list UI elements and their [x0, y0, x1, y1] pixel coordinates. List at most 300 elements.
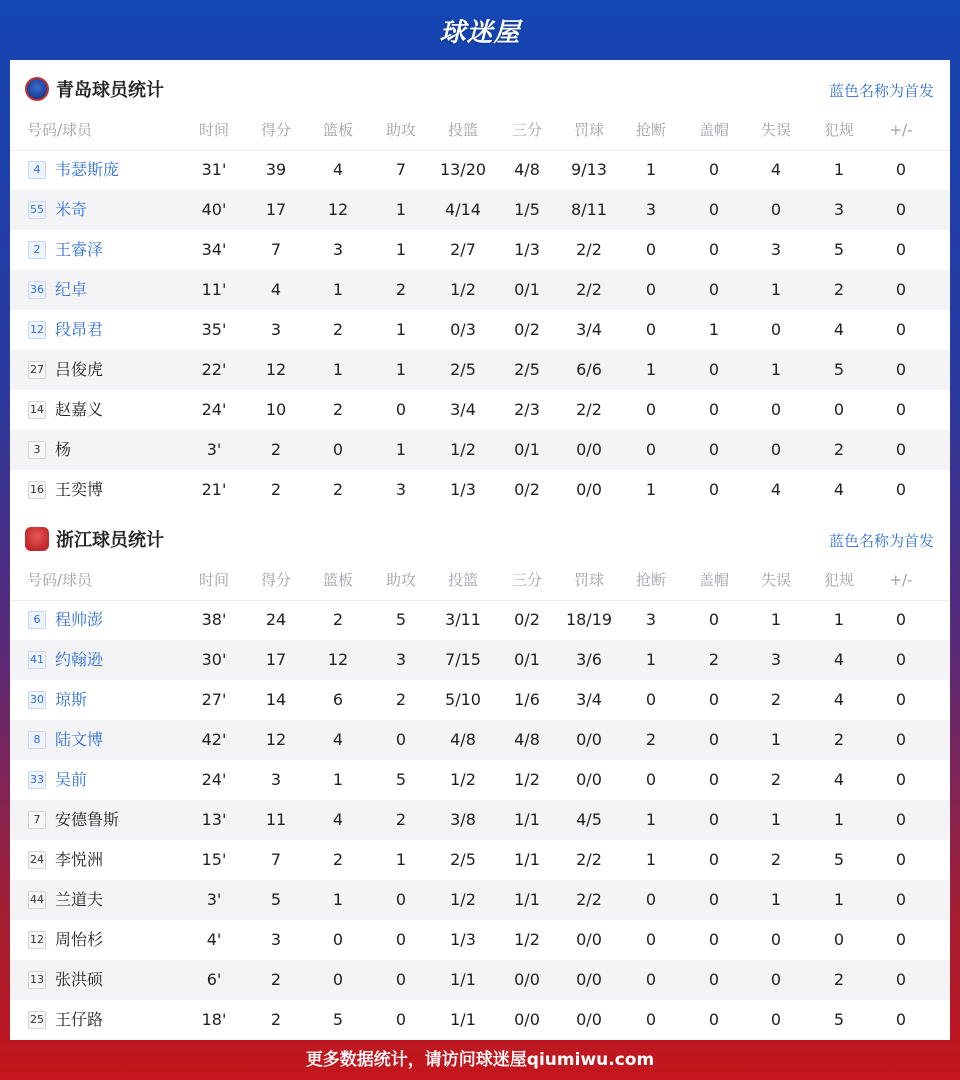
stat-cell: 3/8 [450, 810, 476, 829]
player-name[interactable]: 李悦洲 [55, 850, 104, 869]
stat-cell: 0 [833, 930, 845, 949]
stat-cell: 4 [833, 480, 845, 499]
stat-cell: 0 [708, 890, 720, 909]
player-row[interactable] [10, 190, 950, 230]
stat-cell: 2 [770, 770, 782, 789]
stat-cell: 6' [206, 970, 222, 989]
stat-cell: 3 [645, 200, 657, 219]
stat-cell: 34' [201, 240, 227, 259]
stat-cell: 5 [833, 240, 845, 259]
player-name[interactable]: 程帅澎 [55, 610, 104, 629]
starter-legend-note: 蓝色名称为首发 [828, 82, 934, 100]
column-header: 投篮 [447, 571, 478, 589]
stat-cell: 3 [645, 610, 657, 629]
stat-cell: 1/1 [514, 850, 540, 869]
column-header: 三分 [511, 121, 542, 139]
stat-cell: 12 [327, 650, 349, 669]
stat-cell: 1/1 [514, 810, 540, 829]
stat-cell: 10 [265, 400, 287, 419]
stat-cell: 1 [332, 280, 344, 299]
section-header [10, 510, 950, 560]
stat-cell: 0 [895, 690, 907, 709]
stat-cell: 4 [833, 690, 845, 709]
stat-cell: 0 [645, 970, 657, 989]
stat-cell: 6 [332, 690, 344, 709]
stat-cell: 3 [770, 240, 782, 259]
stat-cell: 0 [770, 320, 782, 339]
qingdao-team-logo [25, 77, 49, 101]
jersey-number-badge: 13 [28, 971, 46, 989]
stat-cell: 5 [395, 770, 407, 789]
column-header: 失误 [760, 121, 791, 139]
stat-cell: 2 [332, 400, 344, 419]
stat-cell: 3/4 [576, 320, 602, 339]
player-row[interactable] [10, 720, 950, 760]
jersey-number-badge: 16 [28, 481, 46, 499]
stat-cell: 2 [395, 810, 407, 829]
stat-cell: 2/5 [450, 360, 476, 379]
stat-cell: 0 [895, 200, 907, 219]
stat-cell: 7 [270, 850, 282, 869]
stat-cell: 1 [395, 360, 407, 379]
stat-cell: 0/0 [514, 1010, 540, 1029]
stat-cell: 31' [201, 160, 227, 179]
stat-cell: 1/3 [514, 240, 540, 259]
stat-cell: 0 [895, 360, 907, 379]
stat-cell: 0 [708, 360, 720, 379]
jersey-number-badge: 2 [28, 241, 46, 259]
stat-cell: 1 [645, 480, 657, 499]
column-header: 罚球 [573, 121, 604, 139]
jersey-number-badge: 36 [28, 281, 46, 299]
stat-cell: 5 [395, 610, 407, 629]
stat-cell: 0 [895, 280, 907, 299]
stat-cell: 0 [895, 970, 907, 989]
stat-cell: 2/5 [514, 360, 540, 379]
stat-cell: 2 [332, 610, 344, 629]
stat-cell: 1 [645, 160, 657, 179]
player-name[interactable]: 张洪硕 [55, 970, 104, 989]
stat-cell: 2 [332, 320, 344, 339]
stat-cell: 3/4 [450, 400, 476, 419]
stat-cell: 0 [770, 200, 782, 219]
starter-legend-note: 蓝色名称为首发 [828, 532, 934, 550]
stat-cell: 0 [708, 690, 720, 709]
stat-cell: 1 [395, 200, 407, 219]
stat-cell: 7/15 [445, 650, 481, 669]
stat-cell: 0 [895, 810, 907, 829]
stat-cell: 0/1 [514, 650, 540, 669]
stat-cell: 3 [395, 650, 407, 669]
stat-cell: 2/2 [576, 850, 602, 869]
stat-cell: 1/5 [514, 200, 540, 219]
stat-cell: 1 [833, 610, 845, 629]
column-header: 助攻 [385, 121, 416, 139]
table-header-row [10, 110, 950, 151]
stat-cell: 1/2 [450, 280, 476, 299]
stat-cell: 0 [895, 890, 907, 909]
stat-cell: 0/0 [576, 1010, 602, 1029]
stat-cell: 0 [895, 730, 907, 749]
column-header: 盖帽 [698, 121, 729, 139]
stat-cell: 1 [770, 730, 782, 749]
stat-cell: 0 [770, 400, 782, 419]
jersey-number-badge: 3 [28, 441, 46, 459]
stat-cell: 3' [206, 890, 222, 909]
stat-cell: 3 [770, 650, 782, 669]
player-row[interactable] [10, 150, 950, 190]
stat-cell: 0 [895, 1010, 907, 1029]
stat-cell: 4 [332, 160, 344, 179]
player-row[interactable] [10, 880, 950, 920]
stat-cell: 2 [833, 280, 845, 299]
stat-cell: 1 [770, 280, 782, 299]
player-row[interactable] [10, 430, 950, 470]
stat-cell: 39 [265, 160, 287, 179]
stat-cell: 0 [708, 440, 720, 459]
jersey-number-badge: 14 [28, 401, 46, 419]
stats-panel [10, 60, 950, 1040]
jersey-number-badge: 27 [28, 361, 46, 379]
stat-cell: 0 [645, 440, 657, 459]
stat-cell: 0 [645, 930, 657, 949]
stat-cell: 3/6 [576, 650, 602, 669]
column-header: +/- [889, 121, 913, 139]
stat-cell: 0 [395, 930, 407, 949]
stat-cell: 0/3 [450, 320, 476, 339]
stat-cell: 0 [895, 610, 907, 629]
stat-cell: 1 [770, 360, 782, 379]
stat-cell: 1/2 [450, 440, 476, 459]
stat-cell: 0 [645, 690, 657, 709]
stat-cell: 1/3 [450, 480, 476, 499]
stat-cell: 1/6 [514, 690, 540, 709]
stat-cell: 4 [770, 480, 782, 499]
stat-cell: 17 [265, 200, 287, 219]
player-row[interactable] [10, 800, 950, 840]
stat-cell: 15' [201, 850, 227, 869]
stat-cell: 4/5 [576, 810, 602, 829]
section-header [10, 60, 950, 110]
stat-cell: 0 [395, 1010, 407, 1029]
stat-cell: 2 [395, 280, 407, 299]
player-row[interactable] [10, 600, 950, 640]
stat-cell: 12 [327, 200, 349, 219]
stat-cell: 0 [895, 930, 907, 949]
stat-cell: 0 [645, 1010, 657, 1029]
player-name[interactable]: 安德鲁斯 [55, 810, 120, 829]
stat-cell: 1/2 [514, 930, 540, 949]
stat-cell: 0/0 [576, 480, 602, 499]
stat-cell: 0 [708, 240, 720, 259]
stat-cell: 0 [332, 930, 344, 949]
stat-cell: 3 [270, 320, 282, 339]
column-header: 得分 [260, 571, 291, 589]
stat-cell: 0 [708, 610, 720, 629]
stat-cell: 1/2 [450, 890, 476, 909]
stat-cell: 1 [770, 890, 782, 909]
stat-cell: 5 [833, 1010, 845, 1029]
stat-cell: 40' [201, 200, 227, 219]
column-header: 犯规 [823, 121, 854, 139]
stat-cell: 0 [395, 730, 407, 749]
stat-cell: 3 [270, 930, 282, 949]
stat-cell: 2/2 [576, 400, 602, 419]
player-name[interactable]: 陆文博 [55, 730, 104, 749]
column-header: 犯规 [823, 571, 854, 589]
stat-cell: 2/5 [450, 850, 476, 869]
stat-cell: 1 [395, 320, 407, 339]
column-header: 三分 [511, 571, 542, 589]
player-name[interactable]: 吕俊虎 [55, 360, 104, 379]
player-name[interactable]: 杨 [55, 440, 72, 459]
stat-cell: 5 [833, 850, 845, 869]
jersey-number-badge: 55 [28, 201, 46, 219]
player-row[interactable] [10, 760, 950, 800]
player-row[interactable] [10, 310, 950, 350]
stat-cell: 0 [770, 930, 782, 949]
stat-cell: 38' [201, 610, 227, 629]
stat-cell: 0 [770, 1010, 782, 1029]
stat-cell: 0 [895, 160, 907, 179]
stat-cell: 0 [708, 400, 720, 419]
stat-cell: 5 [270, 890, 282, 909]
stat-cell: 0 [645, 400, 657, 419]
player-name[interactable]: 周怡杉 [55, 930, 104, 949]
stat-cell: 5 [332, 1010, 344, 1029]
stat-cell: 0 [895, 850, 907, 869]
stat-cell: 2 [708, 650, 720, 669]
stat-cell: 3 [395, 480, 407, 499]
stat-cell: 17 [265, 650, 287, 669]
stat-cell: 0 [708, 970, 720, 989]
stat-cell: 2 [770, 690, 782, 709]
stat-cell: 4 [833, 320, 845, 339]
stat-cell: 12 [265, 730, 287, 749]
stat-cell: 3 [332, 240, 344, 259]
stat-cell: 3 [270, 770, 282, 789]
player-name[interactable]: 约翰逊 [55, 650, 104, 669]
stat-cell: 1 [833, 810, 845, 829]
column-header: 篮板 [322, 571, 353, 589]
stat-cell: 2 [270, 1010, 282, 1029]
stat-cell: 0/0 [576, 970, 602, 989]
stat-cell: 0/0 [576, 440, 602, 459]
jersey-number-badge: 33 [28, 771, 46, 789]
column-header: 号码/球员 [27, 571, 93, 589]
stat-cell: 0 [708, 480, 720, 499]
stat-cell: 2 [645, 730, 657, 749]
stat-cell: 18' [201, 1010, 227, 1029]
stat-cell: 1/3 [450, 930, 476, 949]
stat-cell: 42' [201, 730, 227, 749]
stat-cell: 1 [332, 360, 344, 379]
stat-cell: 2/2 [576, 280, 602, 299]
player-name[interactable]: 米奇 [55, 200, 88, 219]
stat-cell: 4 [332, 730, 344, 749]
stat-cell: 4/8 [450, 730, 476, 749]
stat-cell: 0 [645, 770, 657, 789]
stat-cell: 24' [201, 400, 227, 419]
table-header-row [10, 560, 950, 601]
stat-cell: 2 [770, 850, 782, 869]
stat-cell: 2/3 [514, 400, 540, 419]
stat-cell: 2 [833, 730, 845, 749]
stat-cell: 0/1 [514, 440, 540, 459]
team-section [10, 60, 950, 499]
stat-cell: 18/19 [565, 610, 613, 629]
stat-cell: 3/11 [445, 610, 481, 629]
zhejiang-team-logo [25, 527, 49, 551]
stat-cell: 1/2 [514, 770, 540, 789]
stat-cell: 4' [206, 930, 222, 949]
stat-cell: 0/0 [576, 930, 602, 949]
player-name[interactable]: 王仔路 [55, 1010, 104, 1029]
stat-cell: 24' [201, 770, 227, 789]
brand-logo: 球迷屋 [439, 17, 521, 48]
stat-cell: 1/1 [514, 890, 540, 909]
stat-cell: 8/11 [571, 200, 607, 219]
player-name[interactable]: 琼斯 [55, 690, 88, 709]
player-row[interactable] [10, 470, 950, 510]
stat-cell: 0 [395, 400, 407, 419]
stat-cell: 0 [645, 280, 657, 299]
player-row[interactable] [10, 270, 950, 310]
column-header: 盖帽 [698, 571, 729, 589]
player-row[interactable] [10, 230, 950, 270]
stat-cell: 0 [395, 890, 407, 909]
stat-cell: 1 [332, 890, 344, 909]
stat-cell: 0 [708, 280, 720, 299]
stat-cell: 0/0 [576, 730, 602, 749]
stat-cell: 3/4 [576, 690, 602, 709]
stat-cell: 0 [708, 730, 720, 749]
player-name[interactable]: 段昂君 [55, 320, 104, 339]
stat-cell: 0/1 [514, 280, 540, 299]
stat-cell: 13' [201, 810, 227, 829]
stat-cell: 2 [270, 480, 282, 499]
stat-cell: 1 [332, 770, 344, 789]
stat-cell: 1/1 [450, 970, 476, 989]
player-row[interactable] [10, 680, 950, 720]
player-row[interactable] [10, 920, 950, 960]
stat-cell: 1 [645, 850, 657, 869]
stat-cell: 1/2 [450, 770, 476, 789]
player-name[interactable]: 兰道夫 [55, 890, 104, 909]
jersey-number-badge: 4 [28, 161, 46, 179]
player-row[interactable] [10, 390, 950, 430]
player-row[interactable] [10, 1000, 950, 1040]
stat-cell: 0 [395, 970, 407, 989]
column-header: 时间 [198, 571, 229, 589]
stat-cell: 3' [206, 440, 222, 459]
column-header: 抢断 [635, 121, 666, 139]
stat-cell: 0/2 [514, 480, 540, 499]
column-header: 时间 [198, 121, 229, 139]
stat-cell: 4/14 [445, 200, 481, 219]
column-header: 助攻 [385, 571, 416, 589]
stat-cell: 0 [708, 850, 720, 869]
stat-cell: 7 [395, 160, 407, 179]
stat-cell: 13/20 [439, 160, 487, 179]
stat-cell: 1/1 [450, 1010, 476, 1029]
stat-cell: 35' [201, 320, 227, 339]
section-title: 浙江球员统计 [56, 530, 164, 551]
stat-cell: 2 [833, 440, 845, 459]
player-name[interactable]: 吴前 [55, 770, 88, 789]
stat-cell: 0 [708, 770, 720, 789]
column-header: +/- [889, 571, 913, 589]
stat-cell: 0 [332, 440, 344, 459]
stat-cell: 1 [770, 610, 782, 629]
jersey-number-badge: 7 [28, 811, 46, 829]
player-row[interactable] [10, 960, 950, 1000]
stat-cell: 24 [265, 610, 287, 629]
stat-cell: 0 [645, 240, 657, 259]
player-name[interactable]: 纪卓 [55, 280, 88, 299]
footer-link[interactable]: 更多数据统计，请访问球迷屋qiumiwu.com [305, 1050, 655, 1070]
stat-cell: 2/7 [450, 240, 476, 259]
player-name[interactable]: 王奕博 [55, 480, 104, 499]
stat-cell: 0 [708, 160, 720, 179]
stat-cell: 0 [895, 480, 907, 499]
player-row[interactable] [10, 640, 950, 680]
stat-cell: 1 [770, 810, 782, 829]
stat-cell: 4/8 [514, 160, 540, 179]
jersey-number-badge: 44 [28, 891, 46, 909]
stat-cell: 0 [895, 440, 907, 459]
stat-cell: 0 [645, 320, 657, 339]
stat-cell: 2 [270, 440, 282, 459]
jersey-number-badge: 12 [28, 321, 46, 339]
jersey-number-badge: 30 [28, 691, 46, 709]
column-header: 罚球 [573, 571, 604, 589]
player-row[interactable] [10, 350, 950, 390]
stat-cell: 0/2 [514, 320, 540, 339]
stat-cell: 0/0 [576, 770, 602, 789]
stat-cell: 4 [770, 160, 782, 179]
column-header: 抢断 [635, 571, 666, 589]
stat-cell: 3 [833, 200, 845, 219]
player-name[interactable]: 赵嘉义 [55, 400, 104, 419]
stat-cell: 1 [833, 160, 845, 179]
stat-cell: 0/2 [514, 610, 540, 629]
stat-cell: 22' [201, 360, 227, 379]
stat-cell: 1 [645, 810, 657, 829]
stat-cell: 2 [270, 970, 282, 989]
stat-cell: 27' [201, 690, 227, 709]
player-name[interactable]: 韦瑟斯庞 [55, 160, 120, 179]
stat-cell: 11' [201, 280, 227, 299]
stat-cell: 0 [833, 400, 845, 419]
stat-cell: 0 [895, 650, 907, 669]
jersey-number-badge: 25 [28, 1011, 46, 1029]
jersey-number-badge: 6 [28, 611, 46, 629]
stat-cell: 4 [833, 650, 845, 669]
player-name[interactable]: 王睿泽 [55, 240, 104, 259]
stat-cell: 0 [770, 970, 782, 989]
stat-cell: 0 [895, 400, 907, 419]
column-header: 篮板 [322, 121, 353, 139]
stat-cell: 0 [895, 770, 907, 789]
stat-cell: 0 [645, 890, 657, 909]
stat-cell: 0 [708, 930, 720, 949]
stat-cell: 1 [395, 850, 407, 869]
team-section [10, 510, 950, 1029]
player-row[interactable] [10, 840, 950, 880]
section-title: 青岛球员统计 [56, 80, 164, 101]
stat-cell: 2 [395, 690, 407, 709]
